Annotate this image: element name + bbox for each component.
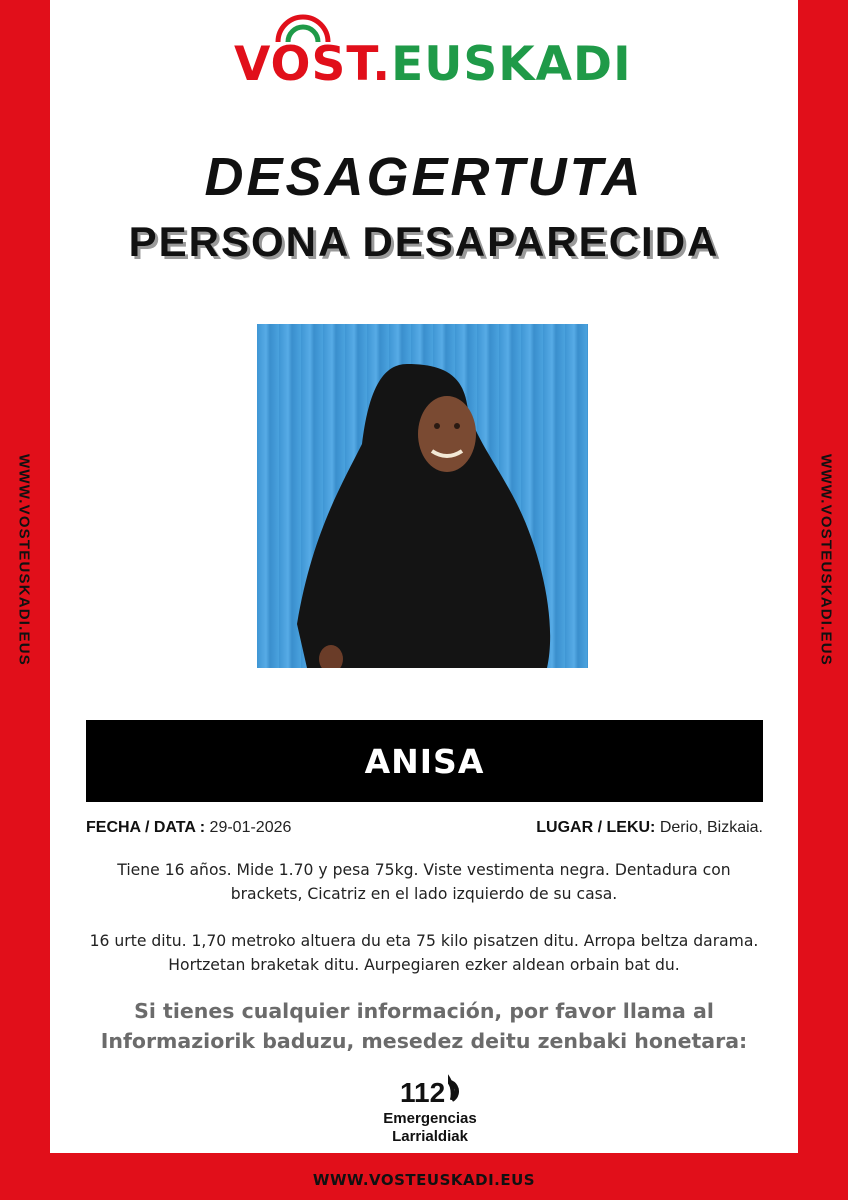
- signal-waves-icon: [448, 1062, 484, 1106]
- logo-text: [234, 37, 632, 92]
- name-banner: [86, 720, 763, 802]
- description-basque: 16 urte ditu. 1,70 metroko altuera du eta 75 kilo pisatzen ditu. Arropa beltza darama. Hortzetan braketak ditu. Aurpegiaren ezker aldean orbain bat du.: [89, 932, 759, 974]
- side-url-right-text: WWW.VOSTEUSKADI.EUS: [817, 454, 835, 666]
- side-url-left: [4, 430, 44, 690]
- emergency-number: 112: [400, 1077, 446, 1108]
- person-photo-icon: [257, 324, 588, 668]
- contact-line-spanish: Si tienes cualquier información, por favor llama al: [134, 999, 714, 1023]
- logo-dot: .: [372, 37, 392, 92]
- place-label: LUGAR / LEKU:: [536, 819, 656, 836]
- contact-line-basque: Informaziorik baduzu, mesedez deitu zenbaki honetara:: [100, 1029, 748, 1053]
- person-name: ANISA: [364, 741, 485, 781]
- emergency-label-eu: Larrialdiak: [392, 1128, 468, 1145]
- missing-person-photo: [257, 324, 588, 668]
- signal-arcs-icon: [268, 14, 338, 44]
- footer-url[interactable]: WWW.VOSTEUSKADI.EUS: [312, 1171, 536, 1189]
- vost-euskadi-logo: [234, 14, 632, 92]
- description-spanish: Tiene 16 años. Mide 1.70 y pesa 75kg. Viste vestimenta negra. Dentadura con brackets, Cicatriz en el lado izquierdo de su casa.: [117, 861, 731, 903]
- title-basque: DESAGERTUTA: [204, 147, 644, 207]
- emergency-112-logo: [360, 1062, 500, 1152]
- logo-euskadi: EUSKADI: [391, 37, 632, 92]
- logo-vost: VOST: [234, 37, 373, 92]
- emergency-label-es: Emergencias: [383, 1110, 477, 1127]
- date-label: FECHA / DATA :: [86, 819, 206, 836]
- side-url-left-text: WWW.VOSTEUSKADI.EUS: [15, 454, 33, 666]
- date-value: 29-01-2026: [209, 819, 292, 836]
- title-spanish: PERSONA DESAPARECIDA: [128, 218, 720, 265]
- date-row: [86, 819, 291, 837]
- place-row: [536, 819, 763, 837]
- place-value: Derio, Bizkaia.: [659, 819, 763, 836]
- side-url-right: [806, 430, 846, 690]
